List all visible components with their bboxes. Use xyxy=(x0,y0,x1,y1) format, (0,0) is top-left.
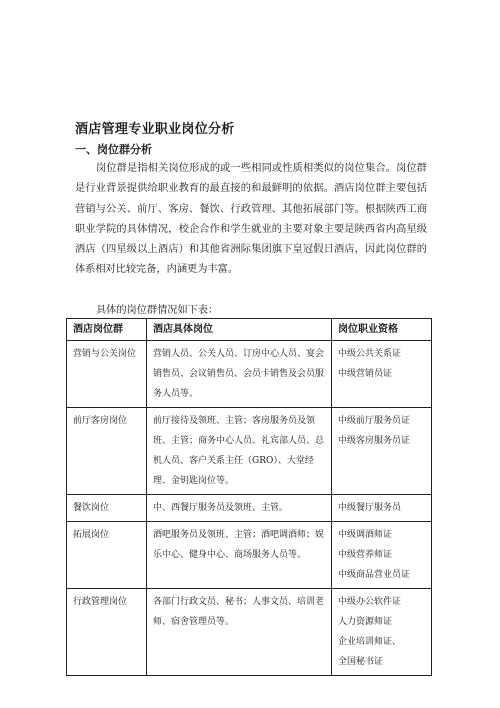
row-group: 行政管理岗位 xyxy=(67,589,147,676)
qualification-item: 中级调酒师证 xyxy=(338,530,393,540)
row-group: 拓展岗位 xyxy=(67,522,147,589)
qualification-item: 全国秘书证 xyxy=(338,657,384,667)
qualification-item: 中级商品营业员证 xyxy=(338,570,411,580)
header-positions: 酒店具体岗位 xyxy=(147,319,332,341)
row-qualifications xyxy=(332,408,432,495)
row-positions: 前厅接待及领班、主管；客房服务员及领班、主管；商务中心人员、礼宾部人员、总机人员、客户关系主任（GRO）、大堂经理、金钥匙岗位等。 xyxy=(147,408,332,495)
header-qualifications: 岗位职业资格 xyxy=(332,319,432,341)
table-row xyxy=(67,589,432,676)
qualification-item: 中级客房服务员证 xyxy=(338,436,411,446)
qualification-item: 中级前厅服务员证 xyxy=(338,416,411,426)
row-positions: 各部门行政文员、秘书；人事文员、培训老师、宿舍管理员等。 xyxy=(147,589,332,676)
row-qualifications xyxy=(332,522,432,589)
qualification-item: 中级餐厅服务员 xyxy=(338,503,402,513)
qualification-item: 企业培训师证、 xyxy=(338,637,402,647)
row-group: 前厅客房岗位 xyxy=(67,408,147,495)
row-positions: 酒吧服务员及领班、主管；酒吧调酒师；娱乐中心、健身中心、商场服务人员等。 xyxy=(147,522,332,589)
job-group-table xyxy=(66,318,432,676)
row-group: 餐饮岗位 xyxy=(67,495,147,522)
header-group: 酒店岗位群 xyxy=(67,319,147,341)
document-title: 酒店管理专业职业岗位分析 xyxy=(75,122,235,137)
table-header-row xyxy=(67,319,432,341)
row-qualifications xyxy=(332,589,432,676)
qualification-item: 人力资源师证 xyxy=(338,617,393,627)
table-row xyxy=(67,495,432,522)
row-positions: 中、西餐厅服务员及领班、主管。 xyxy=(147,495,332,522)
row-positions: 营销人员、公关人员、订房中心人员、宴会销售员、会议销售员、会员卡销售及会员服务人员等。 xyxy=(147,341,332,408)
qualification-item: 中级办公软件证 xyxy=(338,597,402,607)
table-row xyxy=(67,341,432,408)
body-paragraph: 岗位群是指相关岗位形成的或一些相同或性质相类似的岗位集合。岗位群是行业背景提供给职业教育的最直接的和最鲜明的依据。酒店岗位群主要包括营销与公关、前厅、客房、餐饮、行政管理、其他拓展部门等。根据陕西工商职业学院的具体情况，校企合作和学生就业的主要对象主要是陕西省内高星级酒店（四星级以上酒店）和其他省洲际集团旗下皇冠假日酒店，因此岗位群的体系相对比较完备，内涵更为丰富。 xyxy=(75,163,427,276)
row-qualifications xyxy=(332,341,432,408)
row-group: 营销与公关岗位 xyxy=(67,341,147,408)
table-row xyxy=(67,522,432,589)
row-qualifications xyxy=(332,495,432,522)
table-intro: 具体的岗位群情况如下表： xyxy=(96,305,219,316)
qualification-item: 中级营销员证 xyxy=(338,369,393,379)
table-row xyxy=(67,408,432,495)
qualification-item: 中级公共关系证 xyxy=(338,349,402,359)
qualification-item: 中级营养师证 xyxy=(338,550,393,560)
section-heading: 一、岗位群分析 xyxy=(75,143,152,156)
